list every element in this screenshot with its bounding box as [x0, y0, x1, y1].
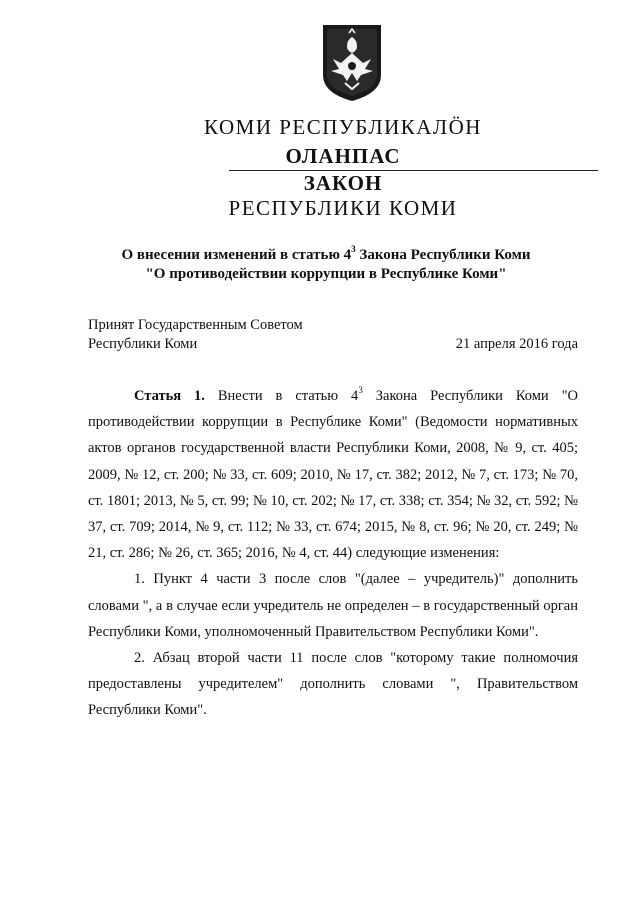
law-title-line2: "О противодействии коррупции в Республике Коми" — [145, 266, 507, 282]
law-body — [88, 383, 578, 724]
article-text: Внести в статью 4 — [204, 388, 359, 404]
adoption-date: 21 апреля 2016 года — [455, 336, 578, 352]
header-komi-republic: КОМИ РЕСПУБЛИКАЛӦН — [204, 115, 482, 139]
amendment-item-2: 2. Абзац второй части 11 после слов "которому такие полномочия предоставлены учредителем" дополнить словами ", Правительством Республики Коми". — [88, 650, 578, 719]
law-title-line1 — [12, 246, 640, 265]
article-text-cont: Закона Республики Коми "О противодействии коррупции в Республике Коми" (Ведомости нормативных актов органов государственной власти Республики Коми, 2008, № 9, ст. 405; 2009, № 12, ст. 200; № 33, ст. 609; 2010, № 17, ст. 382; 2012, № 7, ст. 173; № 70, ст. 1801; 2013, № 5, ст. 99; № 10, ст. 202; № 17, ст. 338; ст. 354; № 32, ст. 592; № 37, ст. 709; 2014, № 9, ст. 112; № 33, ст. 674; 2015, № 8, ст. 96; № 20, ст. 249; № 21, ст. 286; № 26, ст. 365; 2016, № 4, ст. 44) следующие изменения: — [88, 388, 578, 562]
header-zakon: ЗАКОН — [303, 171, 383, 195]
law-title — [0, 246, 640, 284]
law-title-text: О внесении изменений в статью 4 — [121, 247, 352, 263]
law-title-text-cont: Закона Республики Коми — [355, 247, 531, 263]
article-label: Статья 1. — [134, 388, 205, 404]
coat-of-arms-emblem-icon — [321, 23, 383, 103]
header-olanpas: ОЛАНПАС — [285, 144, 401, 168]
article-superscript: 3 — [358, 385, 363, 395]
law-title-superscript: 3 — [351, 244, 356, 254]
header-respubliki-komi: РЕСПУБЛИКИ КОМИ — [228, 196, 458, 220]
article-1-paragraph — [88, 383, 578, 566]
amendment-item-1: 1. Пункт 4 части 3 после слов "(далее – учредитель)" дополнить словами ", а в случае если учредитель не определен – в государственный орган Республики Коми, уполномоченный Правительством Республики Коми". — [88, 571, 578, 640]
adopted-by-line1: Принят Государственным Советом — [88, 317, 303, 333]
adopted-by-line2: Республики Коми — [88, 336, 198, 352]
adopted-by — [88, 316, 303, 354]
